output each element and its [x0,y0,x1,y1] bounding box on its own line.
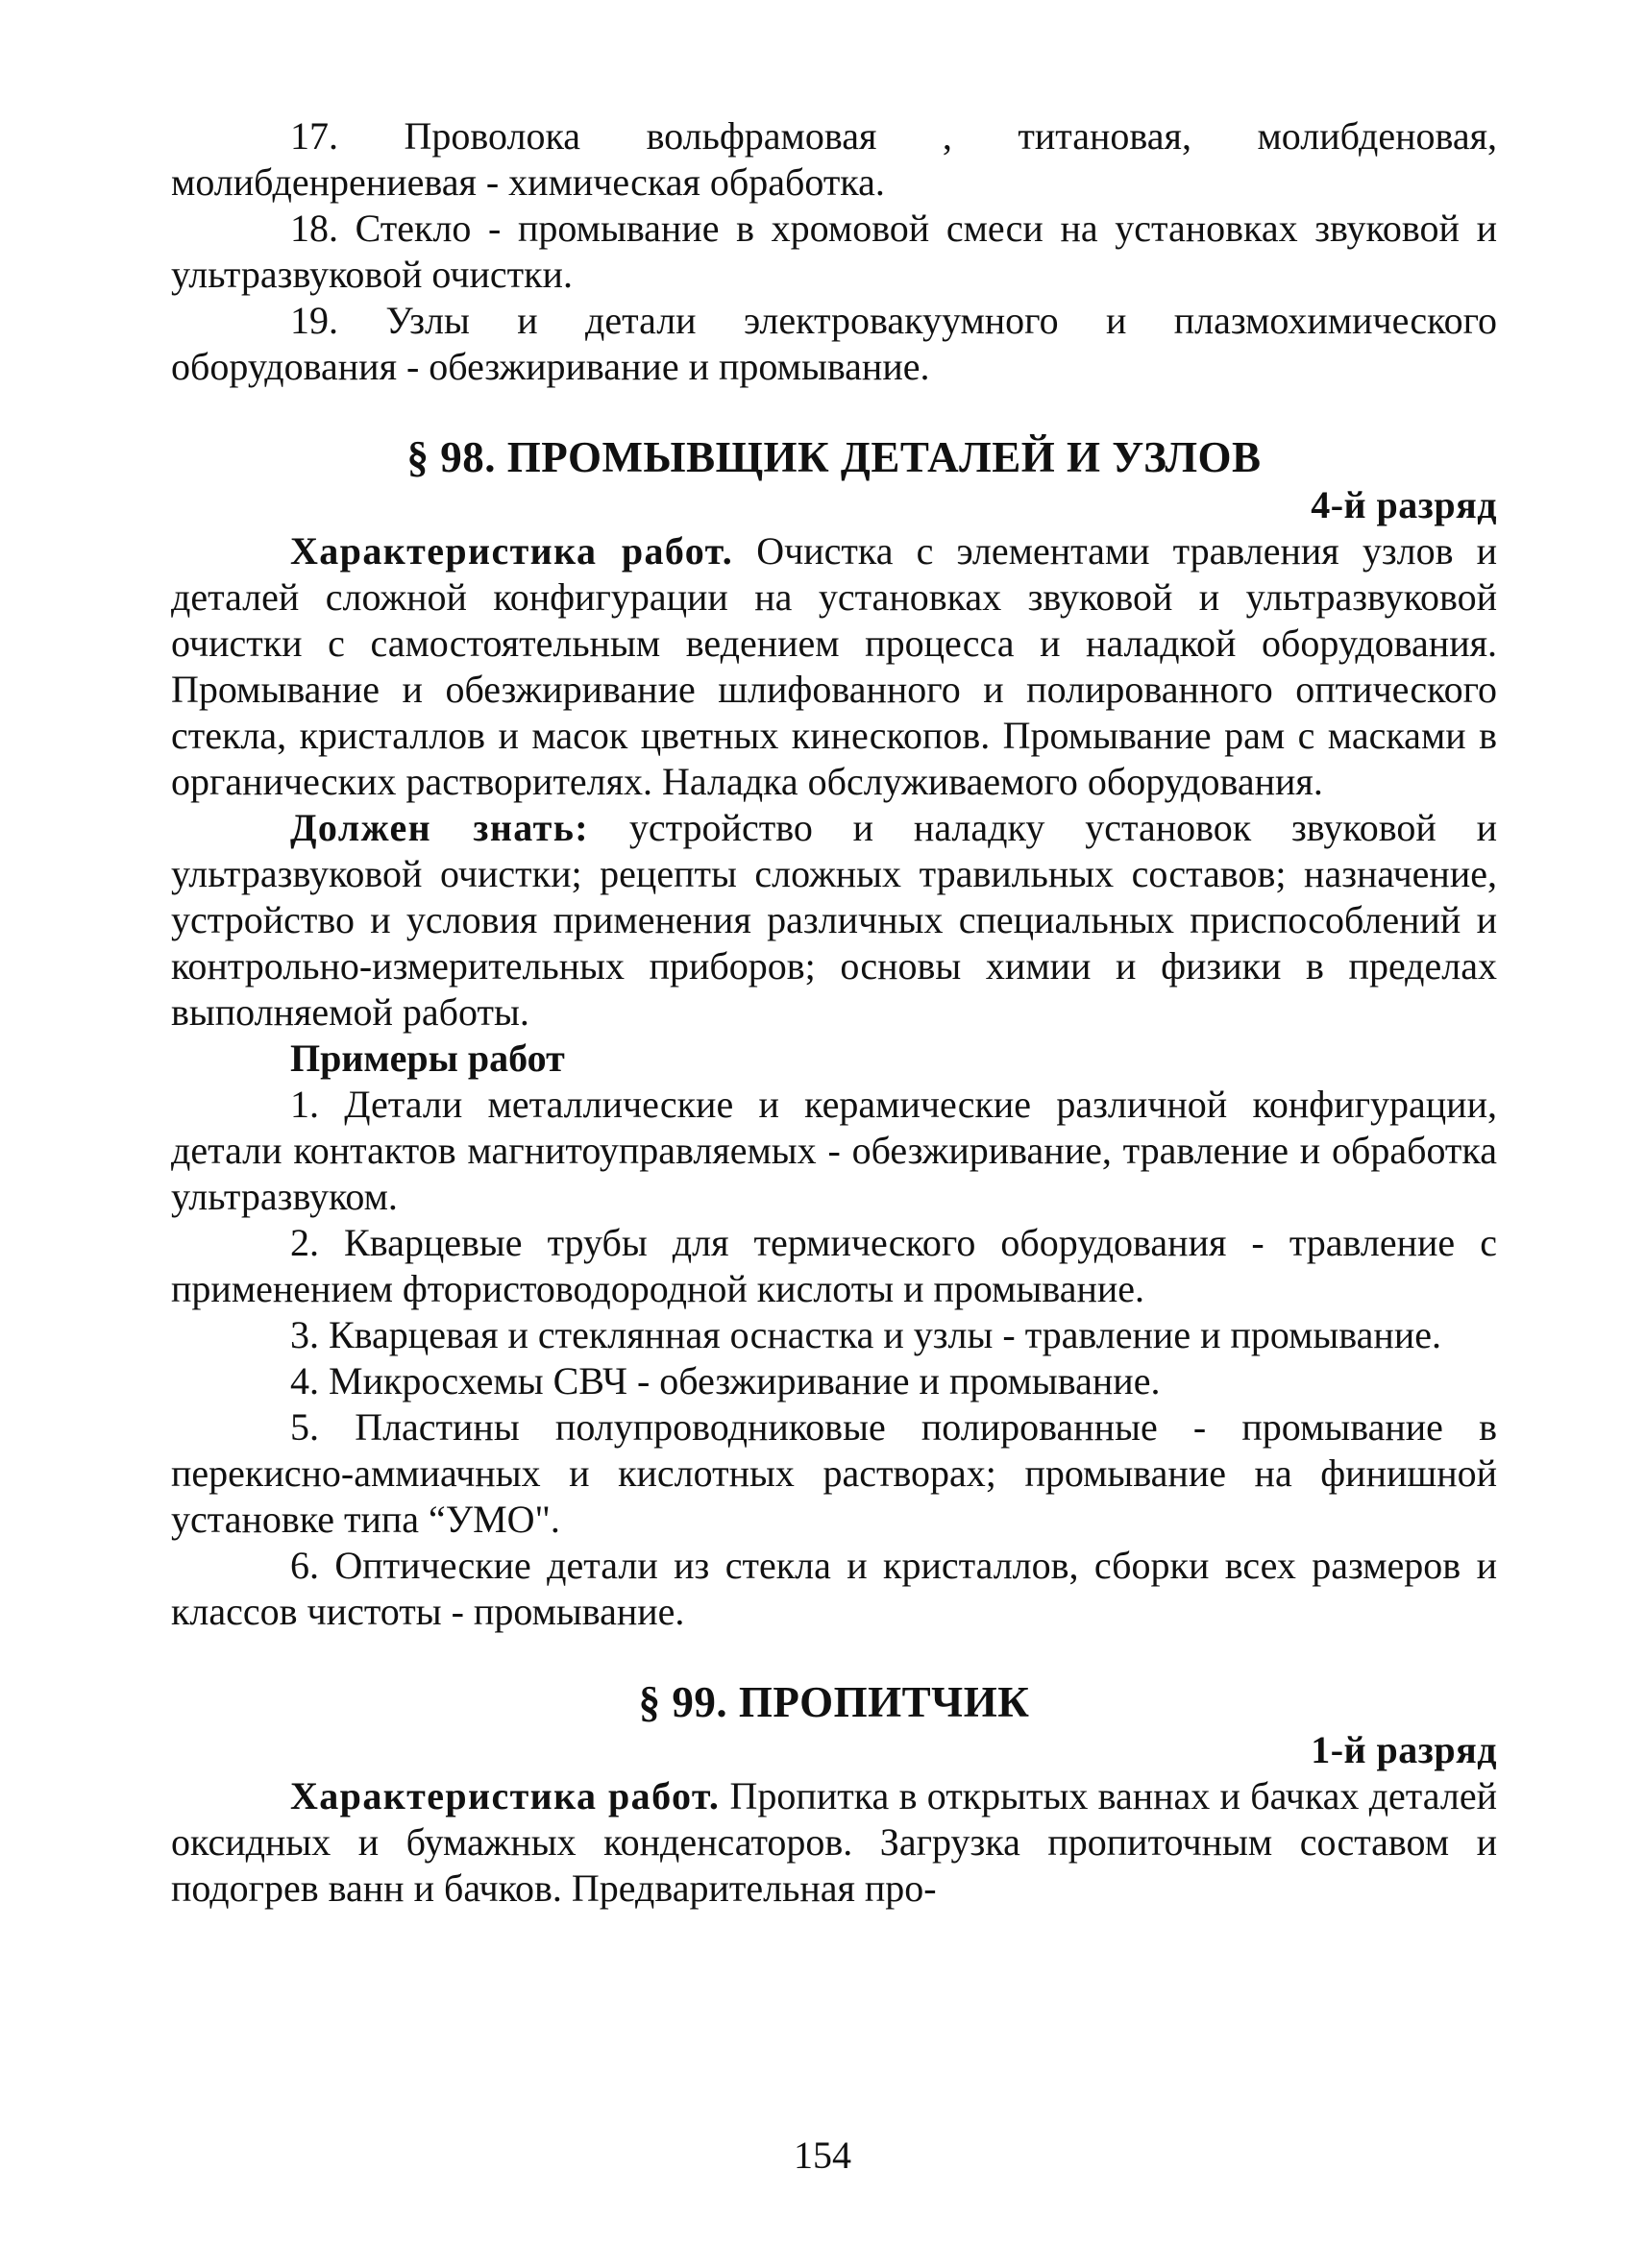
list-item: 18. Стекло - промывание в хромовой смеси на установках звуковой и ультразвуковой очистки. [171,207,1497,296]
knowledge-label: Должен знать: [290,806,589,849]
example-item: 3. Кварцевая и стеклянная оснастка и узлы - травление и промывание. [290,1313,1441,1356]
example-item: 5. Пластины полупроводниковые полированные - промывание в перекисно-аммиачных и кислотных растворах; промывание на финишной установке типа “УМО". [171,1405,1497,1541]
section-99-title: § 99. ПРОПИТЧИК [638,1678,1030,1726]
example-item: 4. Микросхемы СВЧ - обезжиривание и промывание. [290,1359,1161,1402]
section-99-grade: 1-й разряд [1311,1728,1497,1771]
page-body [171,113,1497,1912]
characteristic-label: Характеристика работ. [290,529,734,573]
knowledge-text: устройство и наладку установок звуковой и ультразвуковой очистки; рецепты сложных травильных составов; назначение, устройство и условия применения различных специальных приспособлений и контрольно-измерительных приборов; основы химии и физики в пределах выполняемой работы. [171,806,1498,1034]
examples-heading: Примеры работ [290,1036,565,1080]
list-item: 17. Проволока вольфрамовая , титановая, молибденовая, молибденрениевая - химическая обработка. [171,114,1497,204]
example-item: 6. Оптические детали из стекла и кристаллов, сборки всех размеров и классов чистоты - промывание. [171,1544,1497,1633]
section-98-grade: 4-й разряд [1311,483,1497,526]
section-99-characteristic [171,1773,1497,1912]
section-98-title: § 98. ПРОМЫВЩИК ДЕТАЛЕЙ И УЗЛОВ [406,433,1262,481]
page-number: 154 [794,2134,851,2177]
example-item: 2. Кварцевые трубы для термического оборудования - травление с применением фтористоводородной кислоты и промывание. [171,1221,1497,1310]
section-98-knowledge [171,805,1497,1036]
list-item: 19. Узлы и детали электровакуумного и плазмохимического оборудования - обезжиривание и промывание. [171,299,1497,388]
characteristic-text: Очистка с элементами травления узлов и деталей сложной конфигурации на установках звуковой и ультразвуковой очистки с самостоятельным ведением процесса и наладкой оборудования. Промывание и обезжиривание шлифованного и полированного оптического стекла, кристаллов и масок цветных кинескопов. Промывание рам с масками в органических растворителях. Наладка обслуживаемого оборудования. [171,529,1497,803]
example-item: 1. Детали металлические и керамические различной конфигурации, детали контактов магнитоуправляемых - обезжиривание, травление и обработка ультразвуком. [171,1083,1497,1218]
section-98-characteristic [171,528,1497,805]
characteristic-text: Пропитка в открытых ваннах и бачках деталей оксидных и бумажных конденсаторов. Загрузка пропиточным составом и подогрев ванн и бачков. Предварительная про- [171,1774,1497,1910]
characteristic-label: Характеристика работ. [290,1774,721,1817]
